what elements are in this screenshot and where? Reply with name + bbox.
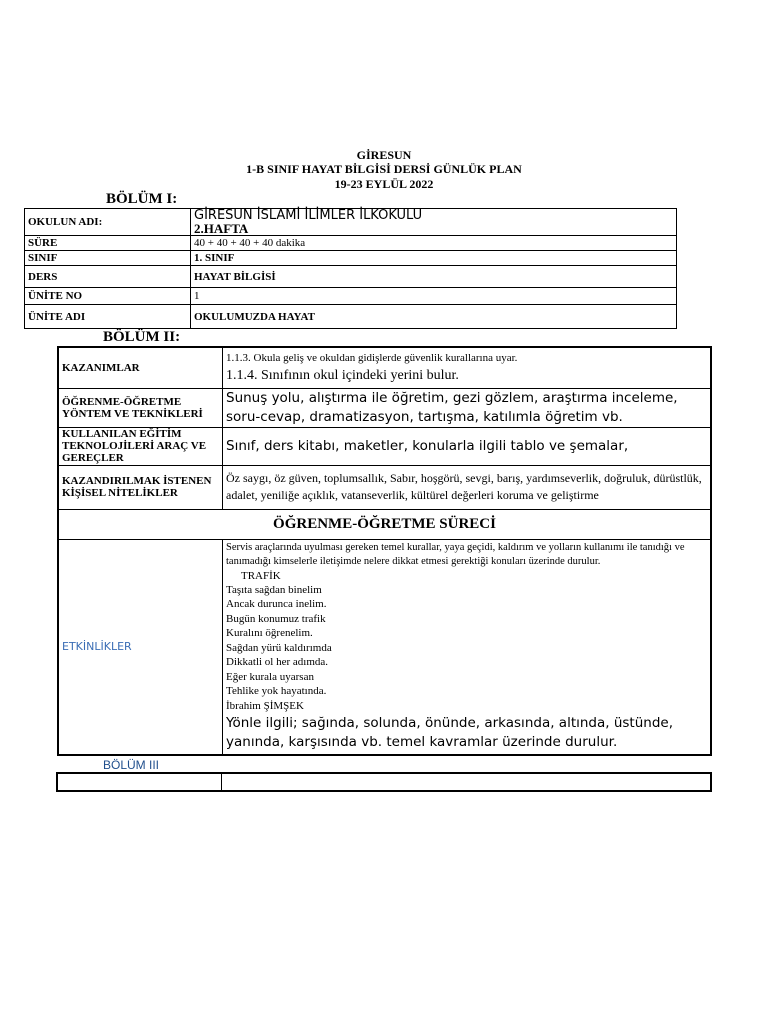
school-name: GİRESUN İSLAMİ İLİMLER İLKOKULU — [194, 208, 423, 223]
school-label: OKULUN ADI: — [25, 209, 191, 236]
table-row — [58, 509, 711, 539]
poem-line: Ancak durunca inelim. — [226, 598, 327, 610]
table-row — [57, 773, 711, 791]
section1-table — [24, 208, 677, 329]
table-row — [25, 305, 677, 329]
section3-table — [56, 772, 712, 792]
etkinlik-closing-text: Yönle ilgili; sağında, solunda, önünde, arkasında, altında, üstünde, yanında, karşısında vb. temel kavramlar üzerinde durulur. — [226, 715, 674, 750]
poem-line: Sağdan yürü kaldırımda — [226, 641, 332, 654]
section1-title: BÖLÜM I: — [106, 191, 178, 207]
yontem-value: Sunuş yolu, alıştırma ile öğretim, gezi gözlem, araştırma inceleme, soru-cevap, dramatizasyon, tartışma, katılımla öğretim vb. — [223, 388, 712, 427]
section3-right-cell — [222, 773, 712, 791]
section3-title: BÖLÜM III — [103, 758, 160, 772]
table-row — [25, 209, 677, 236]
class-label: SINIF — [25, 251, 191, 266]
unit-name-label: ÜNİTE ADI — [25, 305, 191, 329]
etkinlik-intro-text: Servis araçlarında uyulması gereken temel kurallar, yaya geçidi, kaldırım ve yolların kullanımı ile tanıdığı ve tanımadığı kimselerle iletişimde nelere dikkat etmesi gerektiği konuları üzerinde durulur. — [226, 541, 685, 567]
table-row — [25, 236, 677, 251]
process-title: ÖĞRENME-ÖĞRETME SÜRECİ — [58, 509, 711, 539]
poem-line: Kuralını öğrenelim. — [226, 627, 313, 639]
poem-title: TRAFİK — [241, 569, 281, 582]
table-row — [58, 465, 711, 509]
duration-value: 40 + 40 + 40 + 40 dakika — [191, 236, 677, 251]
poem-line: Tehlike yok hayatında. — [226, 685, 327, 697]
table-row — [58, 427, 711, 465]
poem-line: Dikkatli ol her adımda. — [226, 656, 329, 668]
unit-no-value: 1 — [191, 288, 677, 305]
kazanim-2: 1.1.4. Sınıfının okul içindeki yerini bulur. — [226, 367, 459, 383]
kazanimlar-value-cell — [223, 347, 712, 388]
arac-value: Sınıf, ders kitabı, maketler, konularla ilgili tablo ve şemalar, — [223, 427, 712, 465]
week-value: 2.HAFTA — [194, 221, 249, 236]
poem — [226, 583, 707, 714]
school-value-cell — [191, 209, 677, 236]
unit-no-label: ÜNİTE NO — [25, 288, 191, 305]
header-date: 19-23 EYLÜL 2022 — [334, 177, 434, 191]
etkinlik-intro — [226, 541, 707, 569]
class-value: 1. SINIF — [191, 251, 677, 266]
poem-line: Taşıta sağdan binelim — [226, 583, 322, 596]
course-value: HAYAT BİLGİSİ — [191, 266, 677, 288]
header-location: GİRESUN — [356, 148, 412, 162]
arac-label: KULLANILAN EĞİTİM TEKNOLOJİLERİ ARAÇ VE GEREÇLER — [58, 427, 223, 465]
poem-line: Eğer kurala uyarsan — [226, 670, 314, 683]
course-label: DERS — [25, 266, 191, 288]
etkinlik-closing — [226, 714, 707, 752]
table-row — [25, 266, 677, 288]
table-row — [25, 288, 677, 305]
etkinlikler-value-cell — [223, 539, 712, 755]
poem-line: Bugün konumuz trafik — [226, 612, 326, 625]
section3-left-cell — [57, 773, 222, 791]
poem-author: İbrahim ŞİMŞEK — [226, 699, 304, 712]
table-row — [25, 251, 677, 266]
table-row — [58, 539, 711, 755]
unit-name-value: OKULUMUZDA HAYAT — [191, 305, 677, 329]
section2-title: BÖLÜM II: — [103, 329, 181, 345]
table-row — [58, 388, 711, 427]
etkinlikler-label: ETKİNLİKLER — [58, 539, 223, 755]
table-row — [58, 347, 711, 388]
kazanim-1: 1.1.3. Okula geliş ve okuldan gidişlerde güvenlik kurallarına uyar. — [226, 351, 518, 364]
nitelikler-value: Öz saygı, öz güven, toplumsallık, Sabır, hoşgörü, sevgi, barış, yardımseverlik, doğruluk, dürüstlük, adalet, yeniliğe açıklık, vatanseverlik, kültürel değerleri koruma ve geliştirme — [223, 465, 712, 509]
section2-table — [57, 346, 712, 756]
nitelikler-label: KAZANDIRILMAK İSTENEN KİŞİSEL NİTELİKLER — [58, 465, 223, 509]
header-plan-title: 1-B SINIF HAYAT BİLGİSİ DERSİ GÜNLÜK PLAN — [246, 162, 522, 176]
duration-label: SÜRE — [25, 236, 191, 251]
yontem-label: ÖĞRENME-ÖĞRETME YÖNTEM VE TEKNİKLERİ — [58, 388, 223, 427]
kazanimlar-label: KAZANIMLAR — [58, 347, 223, 388]
